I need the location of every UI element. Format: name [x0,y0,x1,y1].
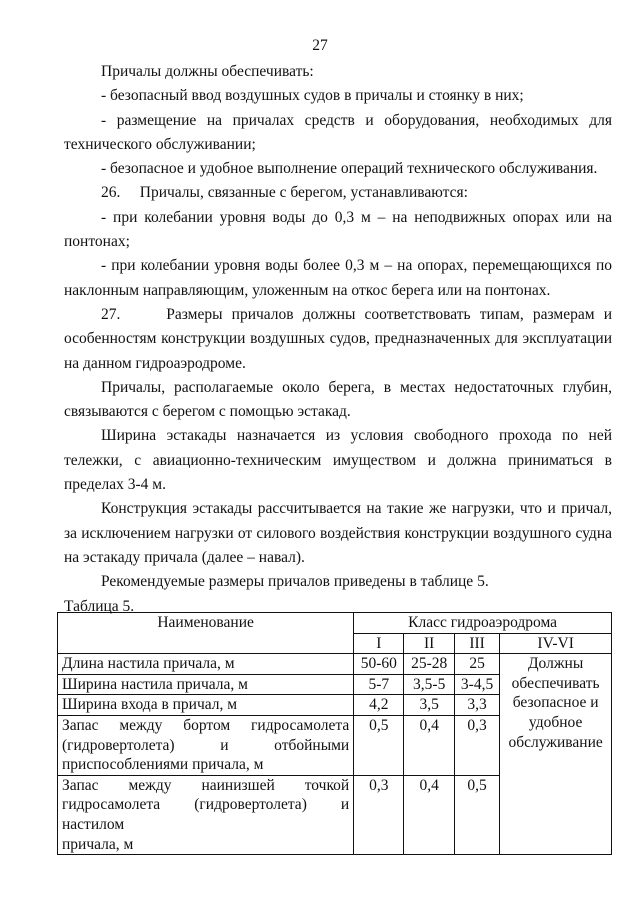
cell-value: 25 [454,654,499,675]
header-name: Наименование [58,613,354,654]
cell-value: 3,3 [454,695,499,716]
cell-value: 0,5 [354,715,404,775]
row-name [58,715,354,775]
paragraph: Конструкция эстакады рассчитывается на такие же нагрузки, что и причал, за исключением нагрузки от силового воздействия конструкции воздушного судна на эстакаду причала (далее – навал). [64,500,612,566]
row-name-line: приспособлениями причала, м [62,756,264,774]
header-class: Класс гидроаэродрома [354,613,612,634]
paragraph: Причалы, располагаемые около берега, в местах недостаточных глубин, связываются с берегом с помощью эстакад. [64,378,612,421]
header-class-ii: II [404,633,454,654]
cell-value: 3,5 [404,695,454,716]
cell-value: 3,5-5 [404,674,454,695]
header-class-iv-vi: IV-VI [500,633,612,654]
list-item: - при колебании уровня воды более 0,3 м – на опорах, перемещающихся по наклонным направляющим, уложенным на откос берега или на понтонах. [64,257,612,299]
cell-value: 0,4 [404,715,454,775]
header-class-iii: III [454,633,499,654]
document-body [64,60,612,619]
list-item: - безопасное и удобное выполнение операций технического обслуживания. [101,160,598,178]
paragraph: Рекомендуемые размеры причалов приведены в таблице 5. [101,573,489,591]
cell-value: 4,2 [354,695,404,716]
row-name: Длина настила причала, м [58,654,354,675]
merged-note-cell [500,654,612,855]
table-header-row [58,613,612,634]
paragraph: 26. Причалы, связанные с берегом, устанавливаются: [101,184,468,202]
note-line: Должны [527,655,584,673]
note-line: безопасное и [512,694,599,712]
cell-value: 3-4,5 [454,674,499,695]
row-name-line: Запас между наинизшей точкой [62,776,350,794]
table-row [58,654,612,675]
row-name-line: гидросамолета (гидровертолета) и настилом [62,796,350,833]
cell-value: 0,5 [454,775,499,854]
list-item: - при колебании уровня воды до 0,3 м – на неподвижных опорах или на понтонах; [64,208,612,251]
table-caption: Таблица 5. [64,597,135,615]
cell-value: 50-60 [354,654,404,675]
note-line: обеспечивать [511,674,600,692]
paragraph: Ширина эстакады назначается из условия свободного прохода по ней тележки, с авиационно-техническим имуществом и должна приниматься в пределах 3-4 м. [64,427,612,494]
cell-value: 25-28 [404,654,454,675]
page-number: 27 [312,37,328,54]
note-line: обслуживание [508,733,603,751]
paragraph: Причалы должны обеспечивать: [101,63,314,80]
header-class-i: I [354,633,404,654]
row-name: Ширина входа в причал, м [58,695,354,716]
list-item: - размещение на причалах средств и оборудования, необходимых для технического обслуживании; [64,111,612,153]
cell-value: 0,3 [354,775,404,854]
row-name [58,775,354,854]
cell-value: 0,4 [404,775,454,854]
row-name-line: причала, м [62,835,134,853]
cell-value: 0,3 [454,715,499,775]
table-5 [57,612,612,855]
cell-value: 5-7 [354,674,404,695]
row-name-line: (гидровертолета) и отбойными [62,736,350,754]
note-line: удобное [528,713,583,731]
row-name-line: Запас между бортом гидросамолета [62,716,350,734]
paragraph: 27. Размеры причалов должны соответствовать типам, размерам и особенностям конструкции воздушных судов, предназначенных для эксплуатации на данном гидроаэродроме. [64,305,612,372]
row-name: Ширина настила причала, м [58,674,354,695]
list-item: - безопасный ввод воздушных судов в причалы и стоянку в них; [101,87,524,105]
